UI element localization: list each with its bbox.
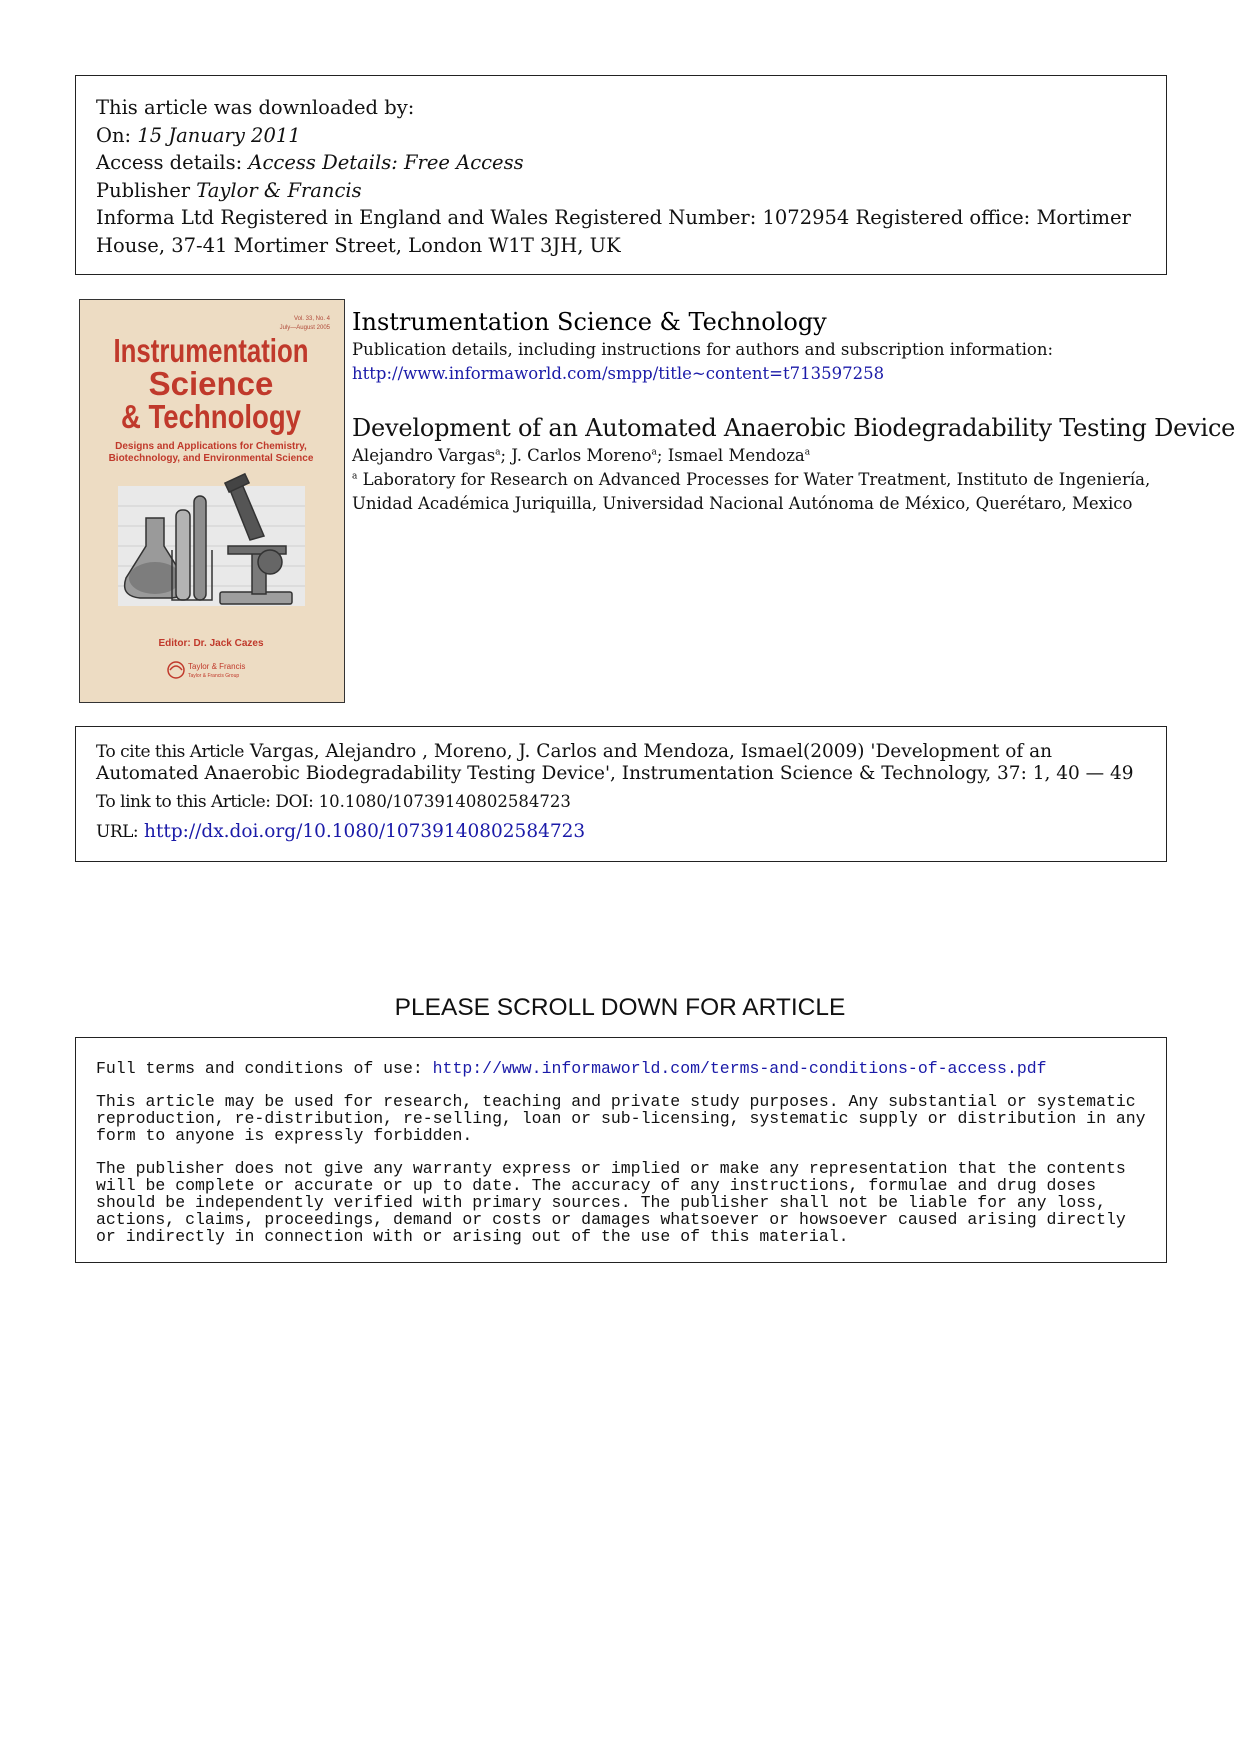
- terms-disclaimer-paragraph: The publisher does not give any warranty express or implied or make any representation that the contents will be complete or accurate or up to date. The accuracy of any instructions, formulae and drug doses should be independently verified with primary sources. The publisher shall not be liable for any loss, actions, claims, proceedings, demand or costs or damages whatsoever or howsoever caused arising directly or indirectly in connection with or arising out of the use of this material.: [96, 1159, 1126, 1246]
- cover-title-line3: & Technology: [121, 398, 302, 435]
- author-name: J. Carlos Moreno: [511, 446, 652, 465]
- cover-editor: Editor: Dr. Jack Cazes: [158, 638, 264, 649]
- cite-label: To cite this Article: [96, 742, 244, 762]
- author-affiliation-marker: a: [495, 447, 501, 458]
- author-affiliation-marker: a: [804, 447, 811, 458]
- affiliation: $^a$ Laboratory for Research on Advanced Processes for Water Treatment, Instituto de Ingeniería, Unidad Académica Juriquilla, Universidad Nacional Autónoma de México, Querétaro, Mexico: [352, 470, 1151, 513]
- download-info-box: [75, 75, 1167, 275]
- affiliation-marker: a: [352, 471, 358, 482]
- cover-issue: July—August 2005: [279, 325, 330, 331]
- author-affiliation-marker: a: [651, 447, 657, 458]
- terms-usage-paragraph: This article may be used for research, teaching and private study purposes. Any substantial or systematic reproduction, re-distribution, re-selling, loan or sub-licensing, systematic supply or distribution in any form to anyone is expressly forbidden.: [96, 1092, 1146, 1145]
- cite-text: Vargas, Alejandro , Moreno, J. Carlos and Mendoza, Ismael(2009) 'Development of an Automated Anaerobic Biodegradability Testing Device', Instrumentation Science & Technology, 37: 1, 40 — 49: [96, 741, 1134, 784]
- download-date: On: 15 January 2011: [96, 123, 301, 147]
- access-details: Access details: Access Details: Free Access: [96, 151, 524, 174]
- cover-volume: Vol. 33, No. 4: [293, 316, 330, 322]
- author-name: Alejandro Vargas: [352, 446, 496, 465]
- terms-label: Full terms and conditions of use:: [96, 1059, 433, 1078]
- cover-title-line2: Science: [148, 365, 274, 402]
- url-label: URL:: [96, 822, 139, 842]
- cover-publisher-sub: Taylor & Francis Group: [188, 673, 240, 679]
- cover-publisher-logo: Taylor & Francis: [188, 662, 246, 671]
- terms-line: [96, 1060, 1146, 1077]
- cover-subtitle-line2: Biotechnology, and Environmental Science: [108, 453, 314, 464]
- citation-box: [75, 726, 1167, 862]
- terms-box: [75, 1037, 1167, 1263]
- journal-url-link[interactable]: http://www.informaworld.com/smpp/title~content=t713597258: [352, 364, 885, 383]
- doi-label: To link to this Article: DOI:: [96, 792, 314, 812]
- cite-article: [96, 741, 1146, 784]
- journal-cover-art: [80, 300, 343, 701]
- scroll-down-notice: PLEASE SCROLL DOWN FOR ARTICLE: [394, 994, 846, 1021]
- journal-cover: [79, 299, 345, 703]
- author-list: Alejandro Vargas$^a$; J. Carlos Moreno$^a$; Ismael Mendoza$^a$: [352, 446, 811, 465]
- doi-row: [96, 790, 1146, 814]
- doi-value: 10.1080/10739140802584723: [313, 792, 571, 811]
- doi-url-link[interactable]: http://dx.doi.org/10.1080/10739140802584723: [138, 821, 586, 842]
- publication-details: Publication details, including instructions for authors and subscription information:: [352, 340, 1054, 359]
- registered-office: Informa Ltd Registered in England and Wales Registered Number: 1072954 Registered office: Mortimer House, 37-41 Mortimer Street, London W1T 3JH, UK: [96, 206, 1131, 257]
- url-row: [96, 820, 1146, 844]
- cover-subtitle-line1: Designs and Applications for Chemistry,: [115, 441, 307, 452]
- downloaded-by: This article was downloaded by:: [96, 96, 415, 119]
- author-name: Ismael Mendoza: [667, 446, 805, 465]
- journal-title: Instrumentation Science & Technology: [352, 308, 827, 336]
- terms-url-link[interactable]: http://www.informaworld.com/terms-and-conditions-of-access.pdf: [432, 1059, 1047, 1078]
- cover-title-line1: Instrumentation: [113, 332, 309, 369]
- publisher: Publisher Taylor & Francis: [96, 178, 362, 202]
- article-title: Development of an Automated Anaerobic Biodegradability Testing Device: [352, 414, 1236, 442]
- journal-info: [352, 306, 1236, 516]
